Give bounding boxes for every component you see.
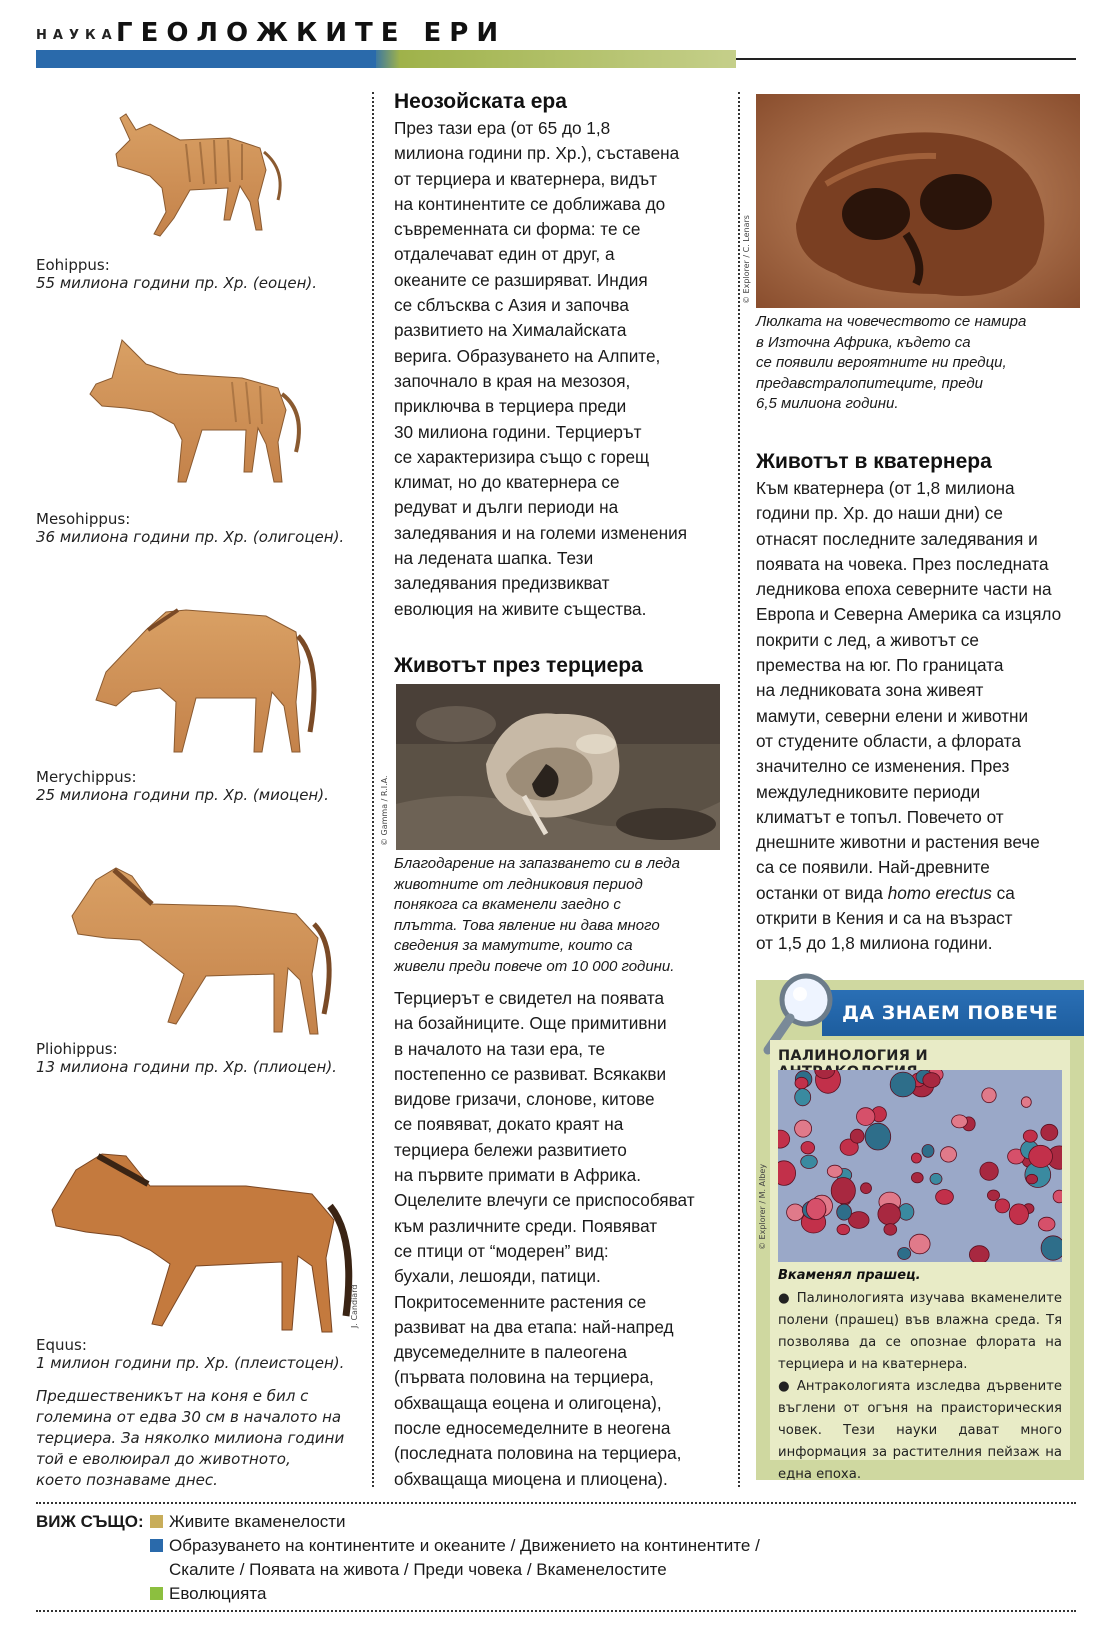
horse-name: Mesohippus: xyxy=(36,510,131,528)
pollen-grain xyxy=(969,1246,989,1262)
eohippus-illustration xyxy=(36,96,356,256)
caption-line: плътта. Това явление ни дава много xyxy=(394,916,660,934)
text-line: отнасят последните заледявания и xyxy=(756,528,1038,549)
horse-name: Equus: xyxy=(36,1336,87,1354)
horse-eohippus xyxy=(36,96,356,292)
text-line: Към кватернера (от 1,8 милиона xyxy=(756,478,1015,498)
horse-pliohippus xyxy=(36,860,356,1076)
text-line: 30 милиона години. Терциерът xyxy=(394,421,642,442)
text-line: През тази ера (от 65 до 1,8 xyxy=(394,118,611,138)
pollen-grain xyxy=(837,1204,852,1220)
horse-name: Eohippus: xyxy=(36,256,110,274)
text-line: съвременната си форма: те се xyxy=(394,219,641,240)
text-line: терциера бележи развитието xyxy=(394,1139,627,1160)
quaternary-section xyxy=(756,448,1086,957)
text-line: отдалечават един от друг, а xyxy=(394,244,615,265)
column-divider xyxy=(738,92,740,1487)
see-also-label: ВИЖ СЪЩО: xyxy=(36,1512,144,1531)
text-line: (първата половина на терциера, xyxy=(394,1367,654,1388)
footer-rule xyxy=(36,1610,1076,1612)
text-line: от терциера и кватернера, видът xyxy=(394,168,658,189)
text-line: ледникова епоха северните части на xyxy=(756,579,1052,600)
see-also-row xyxy=(150,1582,266,1606)
info-box-title: ПАЛИНОЛОГИЯ И xyxy=(778,1048,928,1064)
pollen-grain xyxy=(890,1072,916,1097)
pollen-grain xyxy=(982,1088,996,1103)
text-line: към различните среди. Появяват xyxy=(394,1215,658,1236)
text-line: на ледниковата зона живеят xyxy=(756,680,984,701)
pollen-grain xyxy=(911,1153,921,1163)
equus-illustration xyxy=(36,1140,356,1336)
caption-line: 6,5 милиона години. xyxy=(756,395,899,412)
caption-line: големина от едва 30 см в началото на xyxy=(36,1408,342,1426)
text-line: после едносемеделните в неогена xyxy=(394,1418,671,1439)
pollen-grain xyxy=(884,1224,897,1236)
text-line: обхващаща миоцена и плиоцена). xyxy=(394,1468,668,1489)
color-square-icon xyxy=(150,1539,163,1552)
text-line: на бозайниците. Още примитивни xyxy=(394,1013,667,1034)
pollen-grain xyxy=(801,1142,815,1154)
text-line: заледявания и на големи изменения xyxy=(394,522,688,543)
caption-line: се появили вероятните ни предци, xyxy=(756,354,1007,371)
pollen-grain xyxy=(787,1204,804,1221)
tertiary-text xyxy=(394,986,724,1492)
quaternary-text xyxy=(756,476,1086,957)
pollen-grain xyxy=(795,1120,812,1137)
info-box-banner: ДА ЗНАЕМ ПОВЕЧЕ xyxy=(822,990,1084,1036)
text-line: на континентите се доближава до xyxy=(394,193,666,214)
bullet-palynology: Палинологията изучава вкаменелите полени (прашец) във влажна среда. Тя позволява да се опознае флората на терциера и на кватернера. xyxy=(778,1291,1062,1372)
mammoth-photo xyxy=(396,684,720,850)
pollen-grain xyxy=(980,1162,998,1180)
color-square-spacer xyxy=(150,1563,163,1576)
horse-date: 13 милиона години пр. Хр. (плиоцен). xyxy=(36,1058,337,1076)
info-box xyxy=(756,980,1084,1480)
bullet-icon: ● xyxy=(778,1291,797,1306)
pollen-grain xyxy=(936,1190,954,1205)
column-divider xyxy=(372,92,374,1487)
skull-caption xyxy=(756,312,1076,415)
text-line: Оцелелите влечуги се приспособяват xyxy=(394,1190,695,1211)
text-line: развитието на Хималайската xyxy=(394,320,627,341)
caption-line: Благодарение на запазването си в леда xyxy=(394,855,680,872)
header-rule xyxy=(736,58,1076,60)
text-line: климатът е топъл. Повечето от xyxy=(756,806,1004,827)
info-box-text xyxy=(778,1288,1062,1486)
tertiary-heading: Животът през терциера xyxy=(394,654,643,677)
see-also-link[interactable]: Живите вкаменелости xyxy=(169,1512,346,1531)
text-line: видове гризачи, слонове, китове xyxy=(394,1089,655,1110)
text-line: бухали, лешояди, патици. xyxy=(394,1266,601,1287)
pollen-grain xyxy=(837,1224,850,1234)
pollen-grain xyxy=(865,1123,891,1150)
caption-line: животните от ледниковия период xyxy=(394,875,643,893)
pollen-grain xyxy=(857,1108,875,1126)
pollen-grain xyxy=(801,1155,818,1168)
horse-date: 1 милион години пр. Хр. (плеистоцен). xyxy=(36,1354,345,1372)
horse-equus xyxy=(36,1140,356,1372)
horse-merychippus xyxy=(36,598,356,804)
pollen-grain xyxy=(1038,1217,1055,1231)
pollen-grain xyxy=(995,1199,1009,1213)
pollen-grain xyxy=(1029,1145,1053,1167)
pollen-grain xyxy=(1041,1124,1058,1140)
header-blue-bar xyxy=(36,50,376,68)
text-line: постепенно се развиват. Всякакви xyxy=(394,1063,667,1084)
merychippus-illustration xyxy=(36,598,356,768)
text-line xyxy=(756,881,1086,906)
pollen-grain xyxy=(922,1145,934,1158)
horse-name: Merychippus: xyxy=(36,768,137,786)
pollen-grain xyxy=(1009,1204,1028,1225)
pollen-grain xyxy=(806,1198,825,1219)
pollen-grain xyxy=(898,1248,911,1260)
see-also-row xyxy=(150,1558,667,1582)
text-line: мамути, северни елени и животни xyxy=(756,705,1029,726)
horse-date: 36 милиона години пр. Хр. (олигоцен). xyxy=(36,528,345,546)
illustration-credit: J. Candiard xyxy=(350,1284,359,1328)
photo-credit: © Gamma / R.I.A. xyxy=(380,775,389,846)
photo-credit: © Explorer / C. Lenars xyxy=(742,215,751,304)
neozoic-heading: Неозойската ера xyxy=(394,90,567,113)
pollen-grain xyxy=(1021,1097,1031,1108)
text-line: години пр. Хр. до наши дни) се xyxy=(756,503,1003,524)
neozoic-section xyxy=(394,88,724,622)
pollen-grain xyxy=(795,1077,808,1089)
caption-line: понякога са вкаменели заедно с xyxy=(394,896,621,913)
text-line: верига. Образуването на Алпите, xyxy=(394,345,661,366)
text-line: от студените области, а флората xyxy=(756,730,1021,751)
color-square-icon xyxy=(150,1587,163,1600)
see-also-link[interactable]: Образуването на континентите и океаните / Движението на континентите / xyxy=(169,1536,760,1555)
text-line: значително се изменения. През xyxy=(756,756,1010,777)
text-line: двусемеделните в палеогена xyxy=(394,1342,627,1363)
pollen-grain xyxy=(923,1073,940,1088)
text-line: премества на юг. По границата xyxy=(756,655,1004,676)
caption-line: предавстралопитеците, преди xyxy=(756,374,983,392)
pollen-caption: Вкаменял прашец. xyxy=(778,1268,921,1283)
see-also-link[interactable]: Скалите / Появата на живота / Преди човека / Вкаменелостите xyxy=(169,1560,667,1579)
pollen-grain xyxy=(878,1203,901,1224)
mesohippus-illustration xyxy=(36,330,356,510)
text-line: се появяват, докато краят на xyxy=(394,1114,624,1135)
text-line: милиона години пр. Хр.), съставена xyxy=(394,143,680,164)
text-line: обхващаща еоцена и олигоцена), xyxy=(394,1392,662,1413)
skull-photo xyxy=(756,94,1080,308)
text-line: са се появили. Най-древните xyxy=(756,857,990,878)
pollen-grain xyxy=(909,1234,930,1254)
pollen-grain xyxy=(1053,1190,1062,1203)
footer-rule xyxy=(36,1502,1076,1504)
caption-line: той е еволюирал до животното, xyxy=(36,1450,291,1468)
page-title: ГЕОЛОЖКИТЕ ЕРИ xyxy=(116,18,507,48)
pollen-grain xyxy=(952,1115,968,1128)
text-line: междуледниковите периоди xyxy=(756,781,981,802)
caption-line: сведения за мамутите, които са xyxy=(394,937,633,954)
see-also-link[interactable]: Еволюцията xyxy=(169,1584,267,1603)
text-fragment: са xyxy=(996,882,1015,903)
text-line: се характеризира също с горещ xyxy=(394,446,650,467)
pollen-grain xyxy=(1041,1236,1062,1260)
text-line: Покритосеменните растения се xyxy=(394,1291,647,1312)
caption-line: терциера. За няколко милиона години xyxy=(36,1429,345,1447)
text-line: в началото на тази ера, те xyxy=(394,1038,606,1059)
pollen-grain xyxy=(899,1204,914,1221)
text-line: Европа и Северна Америка са изцяло xyxy=(756,604,1062,625)
pollen-grain xyxy=(930,1173,942,1184)
text-line: (последната половина на терциера, xyxy=(394,1443,682,1464)
horse-date: 55 милиона години пр. Хр. (еоцен). xyxy=(36,274,318,292)
pollen-grain xyxy=(861,1183,872,1194)
text-line: океаните се разширяват. Индия xyxy=(394,269,648,290)
caption-line: което познаваме днес. xyxy=(36,1471,218,1489)
text-line: еволюция на живите същества. xyxy=(394,598,647,619)
text-line: на ледената шапка. Тези xyxy=(394,548,594,569)
photo-credit: © Explorer / M. Albey xyxy=(758,1163,767,1250)
mammoth-caption xyxy=(394,854,724,977)
pollen-grain xyxy=(911,1173,923,1183)
text-fragment: останки от вида xyxy=(756,882,883,903)
tertiary-section xyxy=(394,652,724,680)
horse-date: 25 милиона години пр. Хр. (миоцен). xyxy=(36,786,329,804)
pollen-grain xyxy=(795,1089,811,1106)
neozoic-text xyxy=(394,116,724,622)
pollen-grain xyxy=(1023,1130,1037,1142)
bullet-icon: ● xyxy=(778,1379,797,1394)
pliohippus-illustration xyxy=(36,860,356,1040)
info-box-content xyxy=(758,1040,1070,1482)
see-also-row xyxy=(150,1534,760,1558)
text-line: появата на човека. През последната xyxy=(756,553,1049,574)
caption-line: живели преди повече от 10 000 години. xyxy=(394,957,675,975)
horse-mesohippus xyxy=(36,330,356,546)
color-square-icon xyxy=(150,1515,163,1528)
bullet-anthracology: Антракологията изследва дървените въглени от огъня на праисторическия човек. Тези науки дават много информация за растителния пейзаж на една епоха. xyxy=(778,1379,1062,1482)
pollen-grain xyxy=(850,1129,864,1143)
pollen-grain xyxy=(831,1178,855,1204)
text-line: приключва в терциера преди xyxy=(394,396,627,417)
horse-name: Pliohippus: xyxy=(36,1040,118,1058)
text-line: развиват на два етапа: най-напред xyxy=(394,1316,674,1337)
caption-line: Люлката на човечеството се намира xyxy=(756,313,1027,330)
horse-evolution-caption xyxy=(36,1386,356,1491)
pollen-photo xyxy=(778,1070,1062,1262)
pollen-grain xyxy=(987,1190,999,1201)
quaternary-heading: Животът в кватернера xyxy=(756,450,992,473)
text-line: днешните животни и растения вече xyxy=(756,832,1040,853)
text-line: покрити с лед, а животът се xyxy=(756,629,979,650)
caption-line: в Източна Африка, където са xyxy=(756,333,971,351)
text-line: от 1,5 до 1,8 милиона години. xyxy=(756,933,993,954)
see-also-row xyxy=(150,1510,346,1534)
text-line: климат, но до кватернера се xyxy=(394,472,620,493)
text-line: се птици от “модерен” вид: xyxy=(394,1240,609,1261)
text-line: на първите примати в Африка. xyxy=(394,1165,641,1186)
text-line: редуват и дълги периоди на xyxy=(394,497,619,518)
section-label: НАУКА xyxy=(36,28,118,43)
pollen-grain xyxy=(827,1165,842,1177)
caption-line: Предшественикът на коня е бил с xyxy=(36,1387,309,1405)
text-line: заледявания предизвикват xyxy=(394,573,610,594)
pollen-grain xyxy=(1026,1174,1037,1184)
text-line: Терциерът е свидетел на появата xyxy=(394,988,665,1008)
text-line: се сблъсква с Азия и започва xyxy=(394,295,629,316)
pollen-grain xyxy=(941,1147,957,1162)
text-line: започнало в края на мезозоя, xyxy=(394,370,631,391)
text-line: открити в Кения и са на възраст xyxy=(756,908,1013,929)
page-header xyxy=(36,18,1076,70)
species-name: homo erectus xyxy=(887,882,992,903)
